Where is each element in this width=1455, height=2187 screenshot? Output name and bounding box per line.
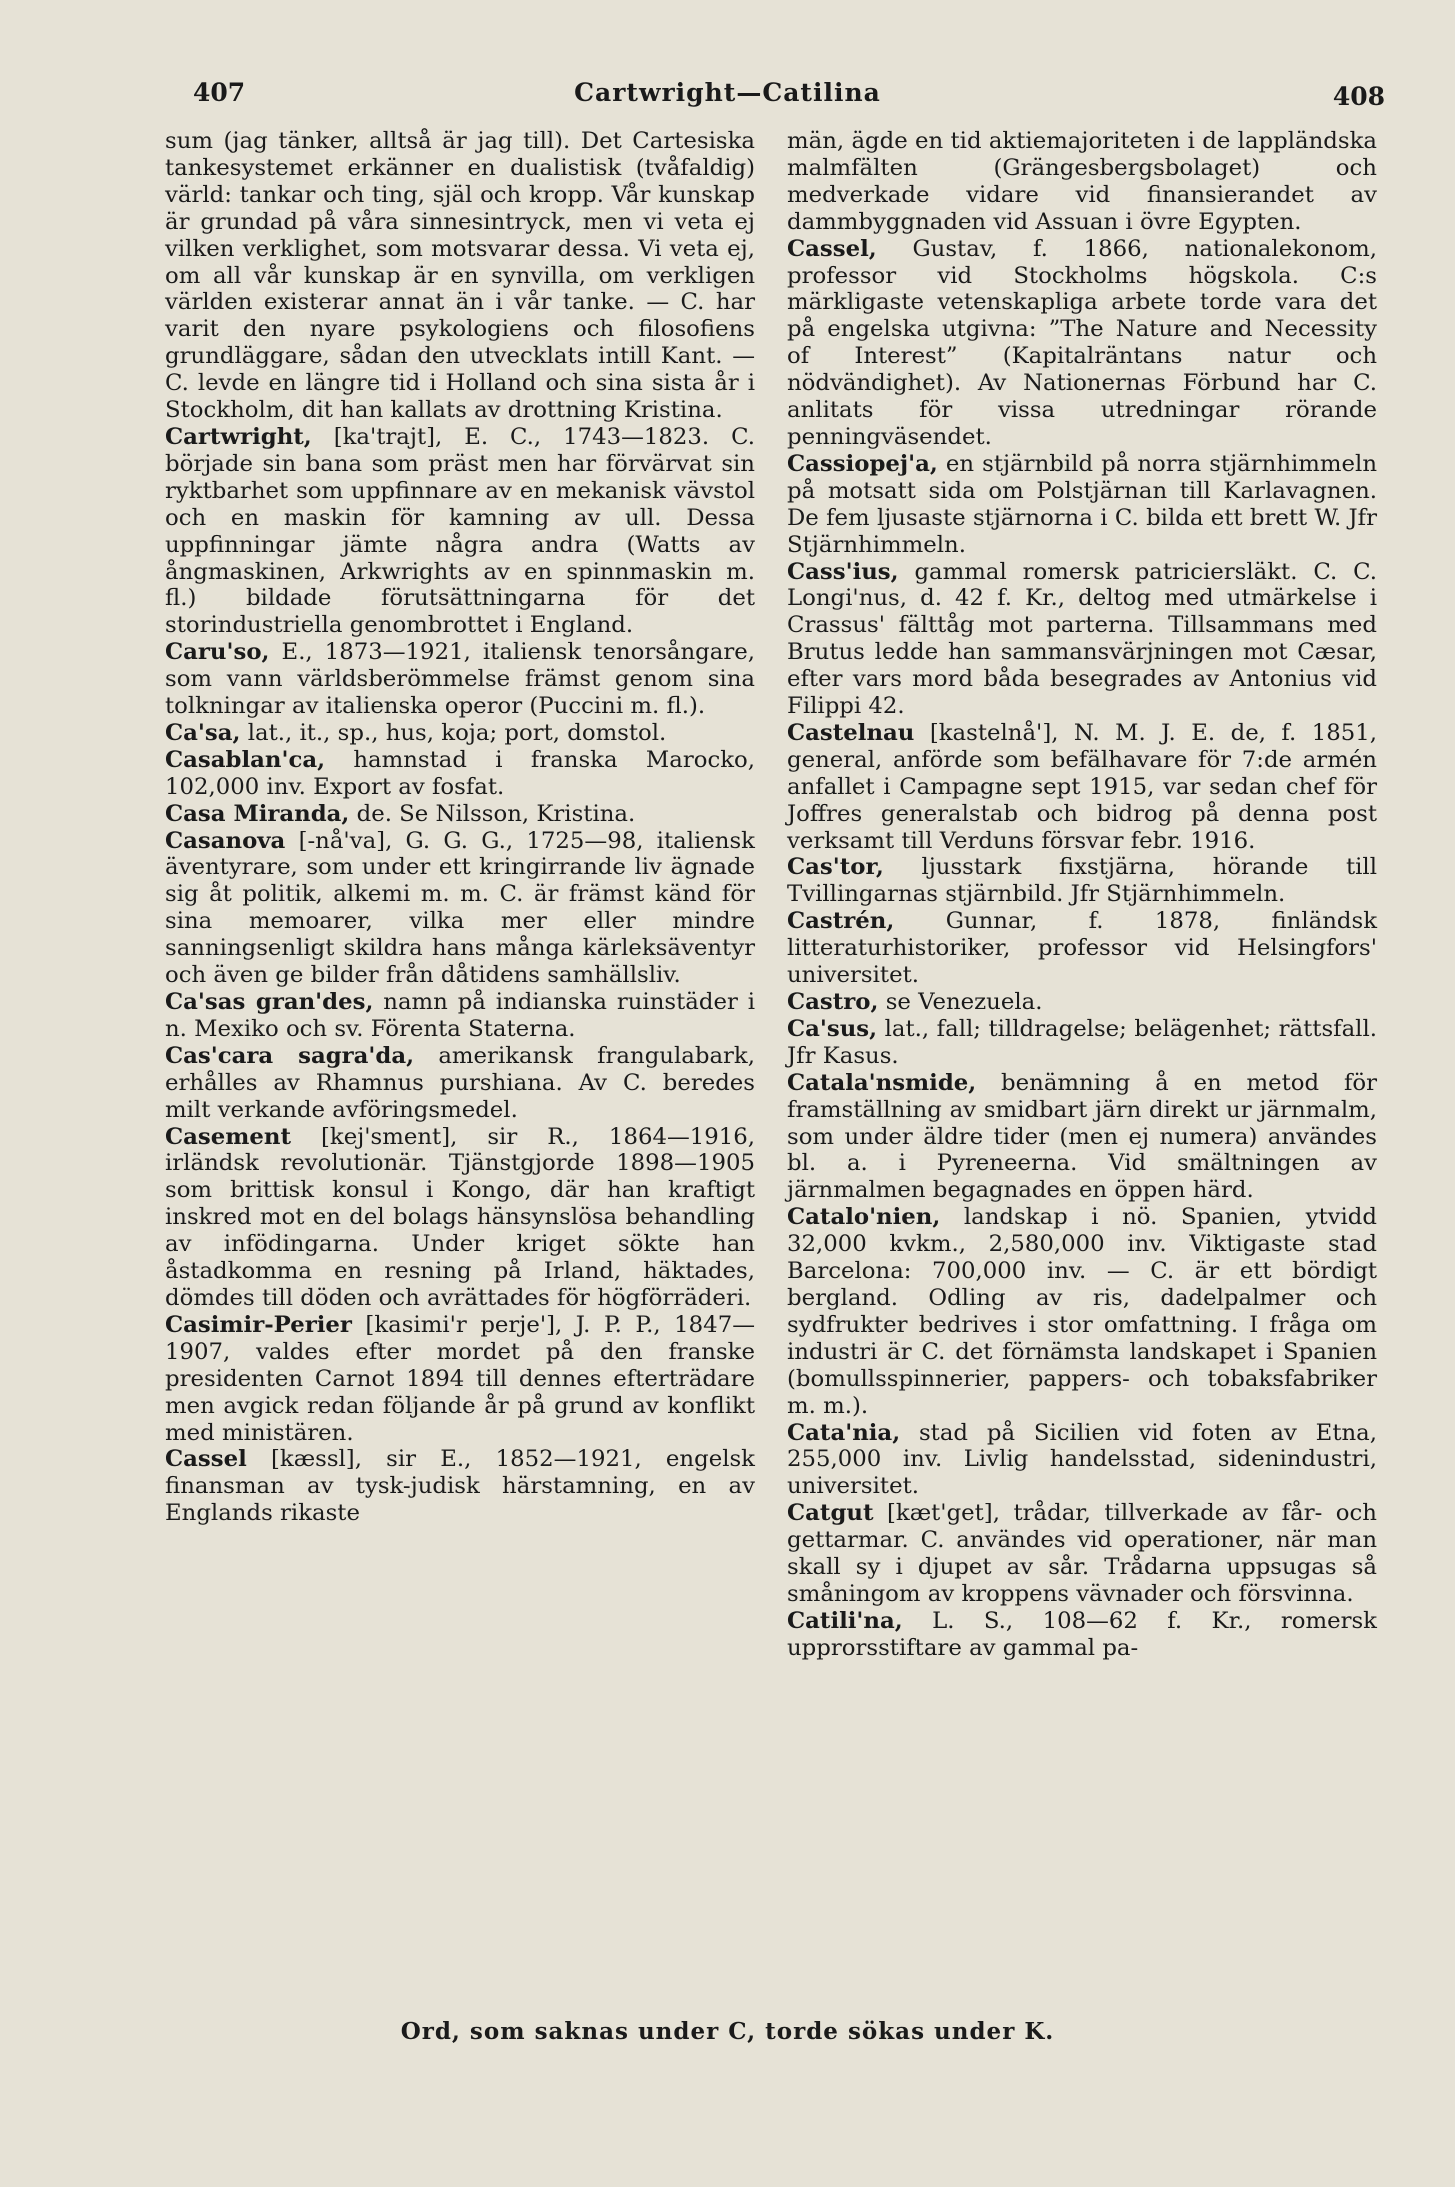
- page-number-left: 407: [193, 78, 246, 107]
- dictionary-entry: [787, 1204, 1377, 1419]
- entry-text: [-nå'va], G. G. G., 1725—98, italiensk äventyrare, som under ett kringirrande liv ägnade sig åt politik, alkemi m. m. C. är främst känd för sina memoarer, vilka mer eller mindre sanningsenligt skildra hans många kärleksäventyr och även ge bilder från dåtidens samhällsliv.: [165, 827, 755, 989]
- entry-headword: Castro,: [787, 989, 879, 1015]
- entry-headword: Casimir-Perier: [165, 1311, 352, 1338]
- dictionary-entry: [165, 989, 755, 1043]
- right-column: [787, 128, 1377, 1662]
- dictionary-entry: [787, 720, 1377, 855]
- entry-text: gammal romersk patriciersläkt. C. C. Longi'nus, d. 42 f. Kr., deltog med utmärkelse i Crassus' fälttåg mot parterna. Tillsammans med Brutus ledde han sammansvärjningen mot Cæsar, efter vars mord båda besegrades av Antonius vid Filippi 42.: [787, 558, 1377, 720]
- entry-headword: Ca'sus,: [787, 1015, 878, 1042]
- dictionary-entry: [787, 1070, 1377, 1205]
- entry-headword: Catili'na,: [787, 1607, 903, 1634]
- entry-text: de. Se Nilsson, Kristina.: [356, 800, 636, 827]
- dictionary-entry: [787, 1500, 1377, 1608]
- dictionary-entry: [787, 1016, 1377, 1070]
- entry-text: L. S., 108—62 f. Kr., romersk upprorsstiftare av gammal pa-: [787, 1607, 1377, 1661]
- dictionary-entry: [787, 1608, 1377, 1662]
- entry-headword: Cassel: [165, 1446, 247, 1473]
- dictionary-entry: [165, 801, 755, 828]
- dictionary-entry: [165, 639, 755, 720]
- dictionary-entry: [787, 854, 1377, 908]
- entry-text: benämning å en metod för framställning av smidbart järn direkt ur järnmalm, som under äldre tider (men ej numera) användes bl. a. i Pyreneerna. Vid smältningen av järnmalmen begagnades en öppen härd.: [787, 1069, 1378, 1204]
- page-number-right: 408: [1332, 82, 1385, 111]
- footer-note: Ord, som saknas under C, torde sökas under K.: [400, 2018, 1055, 2045]
- entry-headword: Ca'sas gran'des,: [165, 989, 374, 1015]
- entry-text: lat., fall; tilldragelse; belägenhet; rättsfall. Jfr Kasus.: [787, 1015, 1378, 1069]
- dictionary-entry: [165, 747, 755, 801]
- entry-text: [kej'sment], sir R., 1864—1916, irländsk revolutionär. Tjänstgjorde 1898—1905 som brittisk konsul i Kongo, där han kraftigt inskred mot en del bolags hänsynslösa behandling av infödingarna. Under kriget sökte han åstadkomma en resning på Irland, häktades, dömdes till döden och avrättades för högförräderi.: [165, 1123, 756, 1311]
- left-column: [165, 128, 755, 1527]
- dictionary-entry: [787, 451, 1377, 559]
- entry-text: män, ägde en tid aktiemajoriteten i de lappländska malmfälten (Grängesbergsbolaget) och medverkade vidare vid finansierandet av dammbyggnaden vid Assuan i övre Egypten.: [787, 128, 1377, 235]
- dictionary-entry: [165, 1043, 755, 1124]
- entry-headword: Catgut: [787, 1500, 874, 1527]
- dictionary-entry: [787, 1420, 1377, 1501]
- dictionary-entry: [165, 828, 755, 989]
- entry-headword: Cassiopej'a,: [787, 450, 938, 477]
- dictionary-entry: [787, 236, 1377, 451]
- entry-text: namn på indianska ruinstäder i n. Mexiko och sv. Förenta Staterna.: [165, 989, 755, 1042]
- entry-headword: Cas'tor,: [787, 854, 884, 881]
- dictionary-entry: [787, 908, 1377, 989]
- entry-headword: Catalo'nien,: [787, 1204, 941, 1231]
- dictionary-entry: [165, 1446, 755, 1527]
- entry-text: Gustav, f. 1866, nationalekonom, professor vid Stockholms högskola. C:s märkligaste vetenskapliga arbete torde vara det på engelska utgivna: ”The Nature and Necessity of Interest” (Kapitalräntans natur och nödvändighet). Av Nationernas Förbund har C. anlitats för vissa utredningar rörande penningväsendet.: [787, 235, 1377, 450]
- dictionary-entry: [165, 424, 755, 639]
- entry-text: landskap i nö. Spanien, ytvidd 32,000 kvkm., 2,580,000 inv. Viktigaste stad Barcelona: 700,000 inv. — C. är ett bördigt bergland. Odling av ris, dadelpalmer och sydfrukter bedrives i stor omfattning. I fråga om industri är C. det förnämsta landskapet i Spanien (bomullsspinnerier, pappers- och tobaksfabriker m. m.).: [787, 1204, 1377, 1419]
- running-title: Cartwright—Catilina: [574, 78, 881, 107]
- entry-text: stad på Sicilien vid foten av Etna, 255,000 inv. Livlig handelsstad, sidenindustri, universitet.: [787, 1419, 1378, 1500]
- entry-headword: Ca'sa,: [165, 719, 241, 746]
- entry-headword: Cas'cara sagra'da,: [165, 1042, 415, 1069]
- entry-text: ljusstark fixstjärna, hörande till Tvillingarnas stjärnbild. Jfr Stjärnhimmeln.: [787, 854, 1378, 908]
- dictionary-entry: [165, 128, 755, 424]
- page-header: [0, 78, 1455, 118]
- entry-headword: Cartwright,: [165, 423, 312, 450]
- dictionary-entry: [787, 559, 1377, 720]
- entry-text: [kæssl], sir E., 1852—1921, engelsk finansman av tysk-judisk härstamning, en av Englands rikaste: [165, 1446, 755, 1527]
- entry-headword: Castelnau: [787, 719, 915, 746]
- entry-headword: Casa Miranda,: [165, 800, 350, 827]
- entry-text: hamnstad i franska Marocko, 102,000 inv. Export av fosfat.: [165, 746, 755, 800]
- entry-text: [ka'trajt], E. C., 1743—1823. C. började sin bana som präst men har förvärvat sin ryktbarhet som uppfinnare av en mekanisk vävstol och en maskin för kamning av ull. Dessa uppfinningar jämte några andra (Watts av ångmaskinen, Arkwrights av en spinnmaskin m. fl.) bildade förutsättningarna för det storindustriella genombrottet i England.: [165, 423, 755, 639]
- entry-headword: Casablan'ca,: [165, 746, 326, 773]
- dictionary-entry: [787, 128, 1377, 236]
- entry-text: sum (jag tänker, alltså är jag till). Det Cartesiska tankesystemet erkänner en dualistisk (tvåfaldig) värld: tankar och ting, själ och kropp. Vår kunskap är grundad på våra sinnesintryck, men vi veta ej vilken verklighet, som motsvarar dessa. Vi veta ej, om all vår kunskap är en synvilla, om verkligen världen existerar annat än i vår tanke. — C. har varit den nyare psykologiens och filosofiens grundläggare, sådan den utvecklats intill Kant. — C. levde en längre tid i Holland och sina sista år i Stockholm, dit han kallats av drottning Kristina.: [165, 128, 755, 424]
- entry-headword: Catala'nsmide,: [787, 1069, 977, 1096]
- entry-text: Gunnar, f. 1878, finländsk litteraturhistoriker, professor vid Helsingfors' universitet.: [787, 908, 1378, 989]
- entry-text: [kasimi'r perje'], J. P. P., 1847—1907, valdes efter mordet på den franske presidenten Carnot 1894 till dennes efterträdare men avgick redan följande år på grund av konflikt med ministären.: [165, 1311, 755, 1446]
- entry-headword: Casement: [165, 1123, 291, 1150]
- entry-text: lat., it., sp., hus, koja; port, domstol.: [247, 719, 667, 746]
- entry-headword: Castrén,: [787, 908, 895, 935]
- entry-headword: Cassel,: [787, 235, 877, 262]
- entry-headword: Cass'ius,: [787, 558, 899, 585]
- dictionary-entry: [165, 1312, 755, 1447]
- dictionary-entry: [165, 1124, 755, 1312]
- dictionary-entry: [165, 720, 755, 747]
- entry-text: amerikansk frangulabark, erhålles av Rhamnus purshiana. Av C. beredes milt verkande avföringsmedel.: [165, 1042, 755, 1123]
- entry-headword: Caru'so,: [165, 639, 270, 666]
- entry-text: [kæt'get], trådar, tillverkade av får- och gettarmar. C. användes vid operationer, när man skall sy i djupet av sår. Trådarna uppsugas så småningom av kroppens vävnader och försvinna.: [787, 1500, 1377, 1607]
- entry-headword: Casanova: [165, 827, 286, 854]
- dictionary-entry: [787, 989, 1377, 1016]
- entry-text: [kastelnå'], N. M. J. E. de, f. 1851, general, anförde som befälhavare för 7:de armén anfallet i Campagne sept 1915, var sedan chef för Joffres generalstab och bidrog på denna post verksamt till Verduns försvar febr. 1916.: [787, 719, 1378, 854]
- entry-headword: Cata'nia,: [787, 1419, 901, 1446]
- entry-text: E., 1873—1921, italiensk tenorsångare, som vann världsberömmelse främst genom sina tolkningar av italienska operor (Puccini m. fl.).: [165, 639, 756, 720]
- entry-text: en stjärnbild på norra stjärnhimmeln på motsatt sida om Polstjärnan till Karlavagnen. De fem ljusaste stjärnorna i C. bilda ett brett W. Jfr Stjärnhimmeln.: [787, 450, 1377, 558]
- entry-text: se Venezuela.: [885, 989, 1043, 1015]
